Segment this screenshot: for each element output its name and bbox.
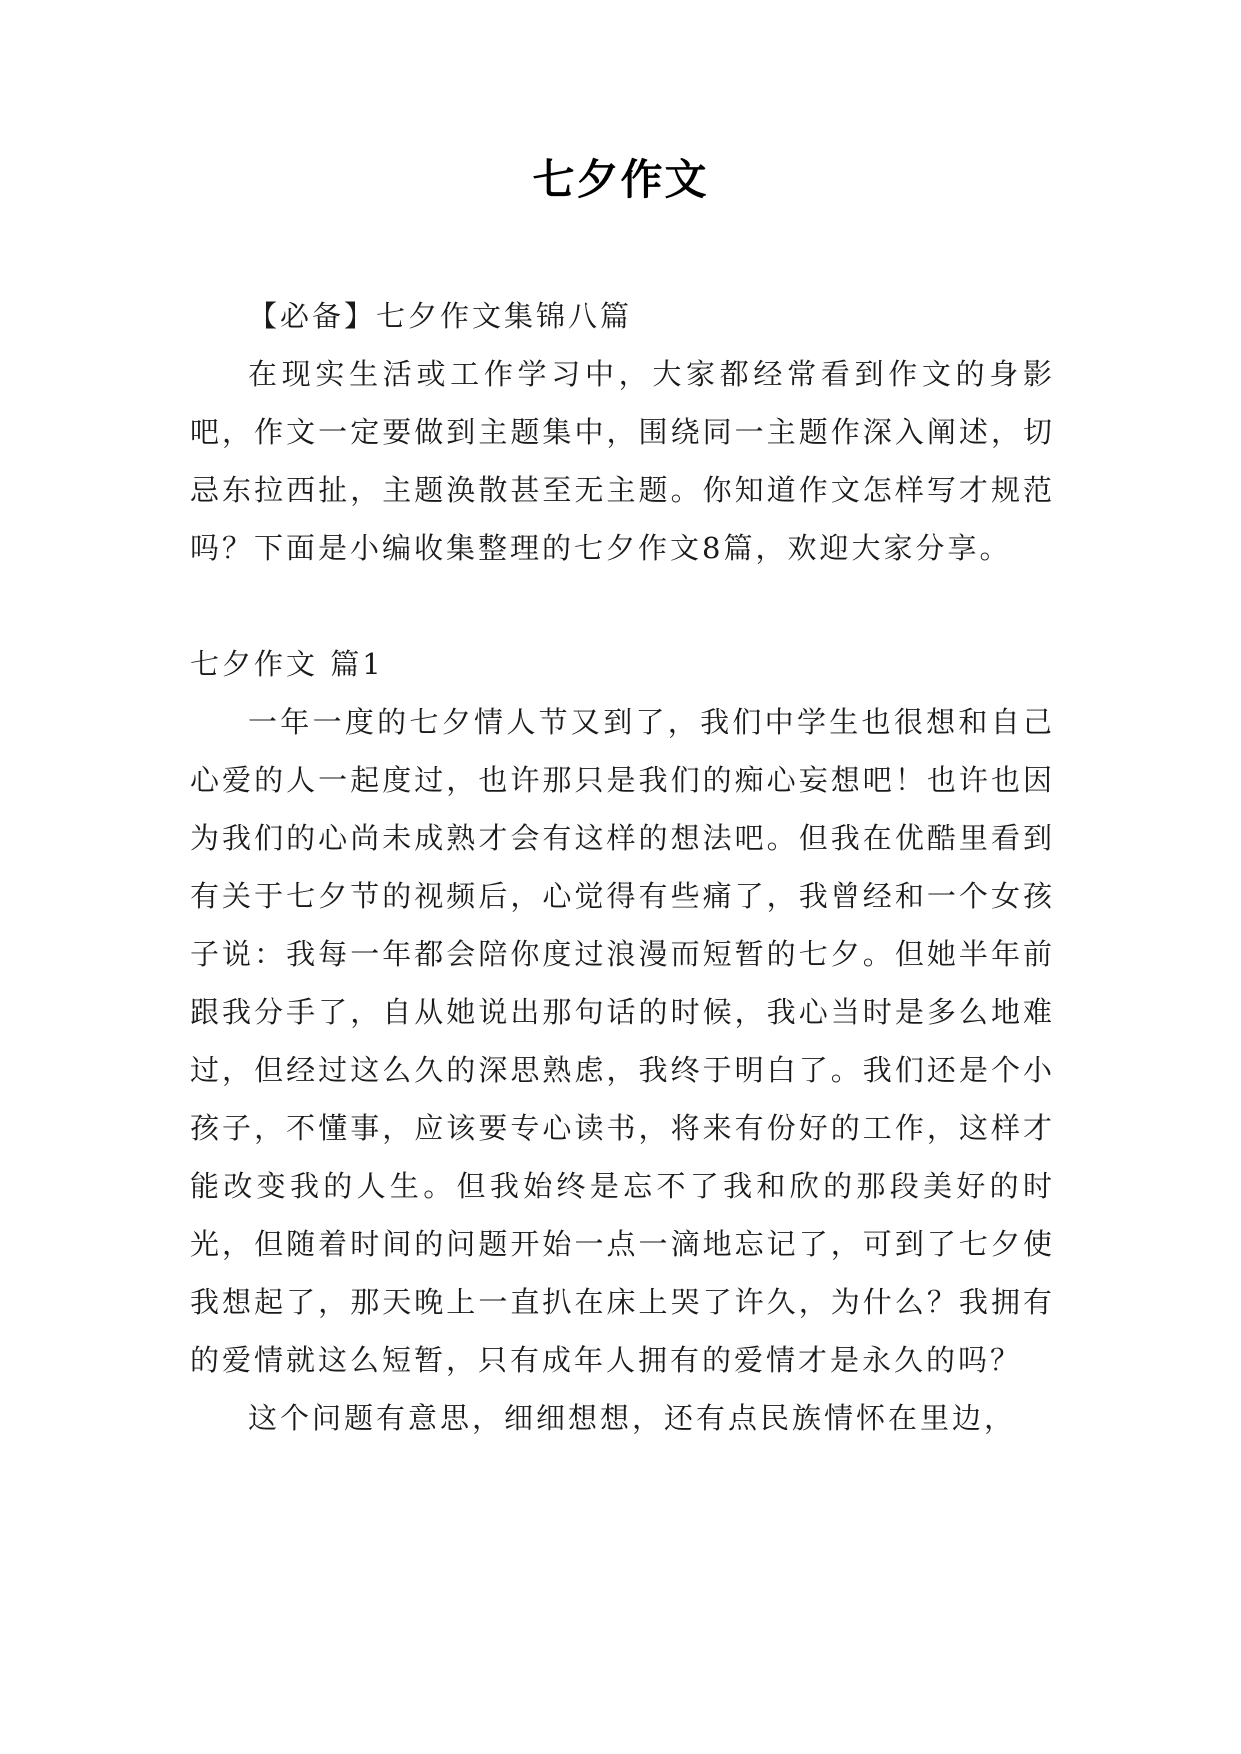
section-heading: 七夕作文 篇1 <box>190 647 384 681</box>
document-body <box>190 287 1055 1447</box>
section-paragraph: 一年一度的七夕情人节又到了，我们中学生也很想和自己心爱的人一起度过，也许那只是我们的痴心妄想吧！也许也因为我们的心尚未成熟才会有这样的想法吧。但我在优酷里看到有关于七夕节的视频后，心觉得有些痛了，我曾经和一个女孩子说：我每一年都会陪你度过浪漫而短暂的七夕。但她半年前跟我分手了，自从她说出那句话的时候，我心当时是多么地难过，但经过这么久的深思熟虑，我终于明白了。我们还是个小孩子，不懂事，应该要专心读书，将来有份好的工作，这样才能改变我的人生。但我始终是忘不了我和欣的那段美好的时光，但随着时间的问题开始一点一滴地忘记了，可到了七夕使我想起了，那天晚上一直扒在床上哭了许久，为什么？我拥有的爱情就这么短暂，只有成年人拥有的爱情才是永久的吗？ <box>190 705 1055 1377</box>
intro-paragraph: 在现实生活或工作学习中，大家都经常看到作文的身影吧，作文一定要做到主题集中，围绕同一主题作深入阐述，切忌东拉西扯，主题涣散甚至无主题。你知道作文怎样写才规范吗？下面是小编收集整理的七夕作文8篇，欢迎大家分享。 <box>190 357 1055 565</box>
section-paragraph: 这个问题有意思，细细想想，还有点民族情怀在里边， <box>248 1401 1017 1435</box>
intro-subtitle: 【必备】七夕作文集锦八篇 <box>248 299 633 333</box>
document-title: 七夕作文 <box>532 155 709 204</box>
